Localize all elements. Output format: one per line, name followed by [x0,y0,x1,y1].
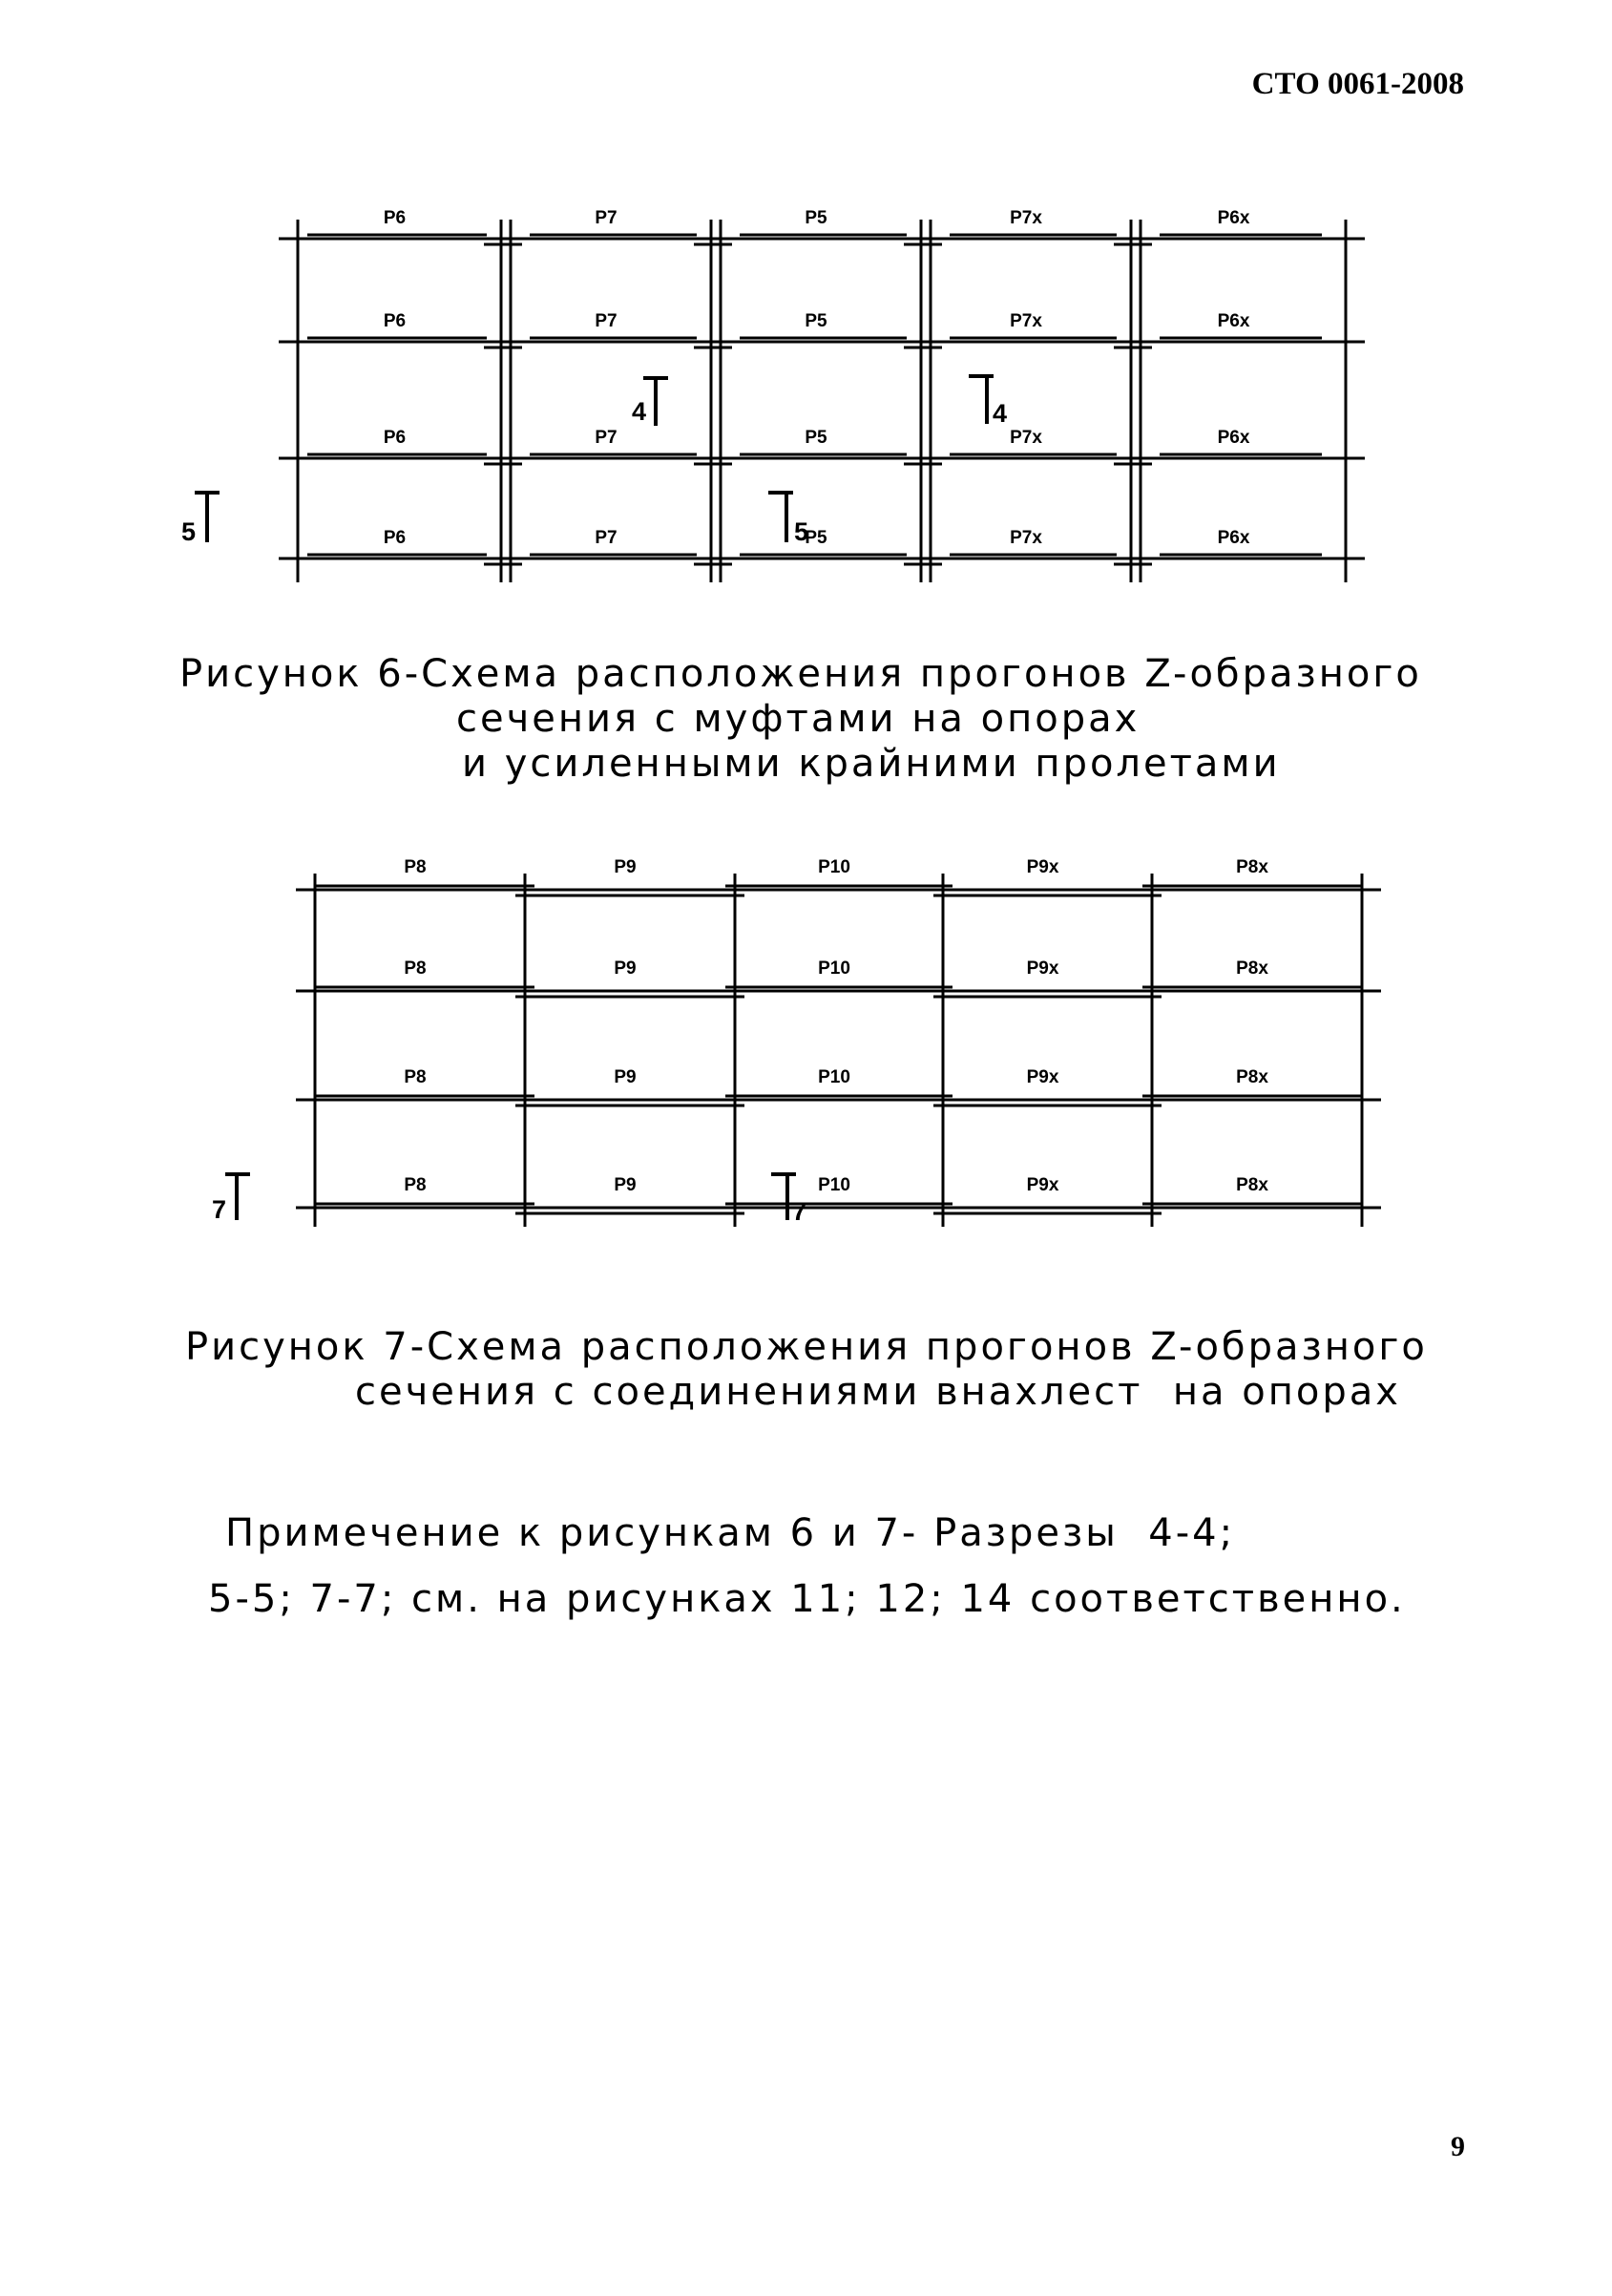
purlin-label: Р7 [595,428,618,448]
figure-7-caption-line: Рисунок 7-Схема расположения прогонов Z-образного [185,1325,1428,1369]
figure-6-scheme [0,191,1612,611]
purlin-label: Р8х [1236,857,1268,877]
purlin-label: Р8 [404,1067,427,1087]
figure-6-caption-line: и усиленными крайними пролетами [462,742,1281,786]
purlin-label: Р6х [1217,208,1250,228]
figure-7-labels [404,857,1268,1195]
purlin-label: Р9 [614,1067,637,1087]
purlin-label: Р9х [1026,1175,1059,1195]
section-mark-4-left [643,378,668,426]
purlin-label: Р7 [595,528,618,548]
purlin-label: Р9 [614,857,637,877]
purlin-label: Р9 [614,1175,637,1195]
section-mark-label: 4 [632,397,647,426]
purlin-label: Р8 [404,1175,427,1195]
section-mark-4-right [969,376,994,424]
purlin-label: Р9х [1026,958,1059,979]
section-mark-label: 7 [212,1195,227,1224]
section-mark-7-left [225,1174,250,1220]
note-line: 5-5; 7-7; см. на рисунках 11; 12; 14 соответственно. [208,1577,1406,1621]
purlin-label: Р9 [614,958,637,979]
purlin-label: Р10 [818,958,850,979]
purlin-label: Р5 [805,428,827,448]
figure-6-labels [384,208,1250,548]
section-mark-label: 5 [181,517,197,546]
purlin-label: Р8 [404,857,427,877]
purlin-label: Р10 [818,1067,850,1087]
section-mark-label: 7 [792,1197,807,1226]
purlin-label: Р7х [1010,311,1042,331]
purlin-label: Р7 [595,311,618,331]
purlin-label: Р7х [1010,428,1042,448]
section-mark-label: 5 [794,517,809,546]
figure-7-grid [296,874,1381,1227]
purlin-label: Р7х [1010,528,1042,548]
figure-6-caption-line: Рисунок 6-Схема расположения прогонов Z-образного [179,652,1422,696]
purlin-label: Р6 [383,428,407,448]
section-mark-label: 4 [993,399,1008,428]
purlin-label: Р5 [805,208,827,228]
section-mark-5-right [768,493,793,542]
purlin-label: Р6 [383,208,407,228]
purlin-label: Р6х [1217,528,1250,548]
purlin-label: Р8х [1236,1067,1268,1087]
figure-6-caption-line: сечения с муфтами на опорах [456,697,1141,741]
document-code: СТО 0061-2008 [1251,67,1464,101]
section-mark-5-left [195,493,220,542]
purlin-label: Р8х [1236,1175,1268,1195]
purlin-label: Р6х [1217,311,1250,331]
purlin-label: Р5 [805,528,827,548]
purlin-label: Р7 [595,208,618,228]
note-line: Примечение к рисункам 6 и 7- Разрезы 4-4; [225,1511,1236,1555]
purlin-label: Р8 [404,958,427,979]
purlin-label: Р6 [383,528,407,548]
purlin-label: Р5 [805,311,827,331]
purlin-label: Р10 [818,1175,850,1195]
figure-7-caption-line: сечения с соединениями внахлест на опорах [355,1370,1401,1414]
figure-7-scheme [0,840,1612,1241]
purlin-label: Р9х [1026,857,1059,877]
purlin-label: Р6 [383,311,407,331]
page-number: 9 [1451,2131,1465,2162]
purlin-label: Р8х [1236,958,1268,979]
purlin-label: Р9х [1026,1067,1059,1087]
purlin-label: Р10 [818,857,850,877]
purlin-label: Р6х [1217,428,1250,448]
purlin-label: Р7х [1010,208,1042,228]
